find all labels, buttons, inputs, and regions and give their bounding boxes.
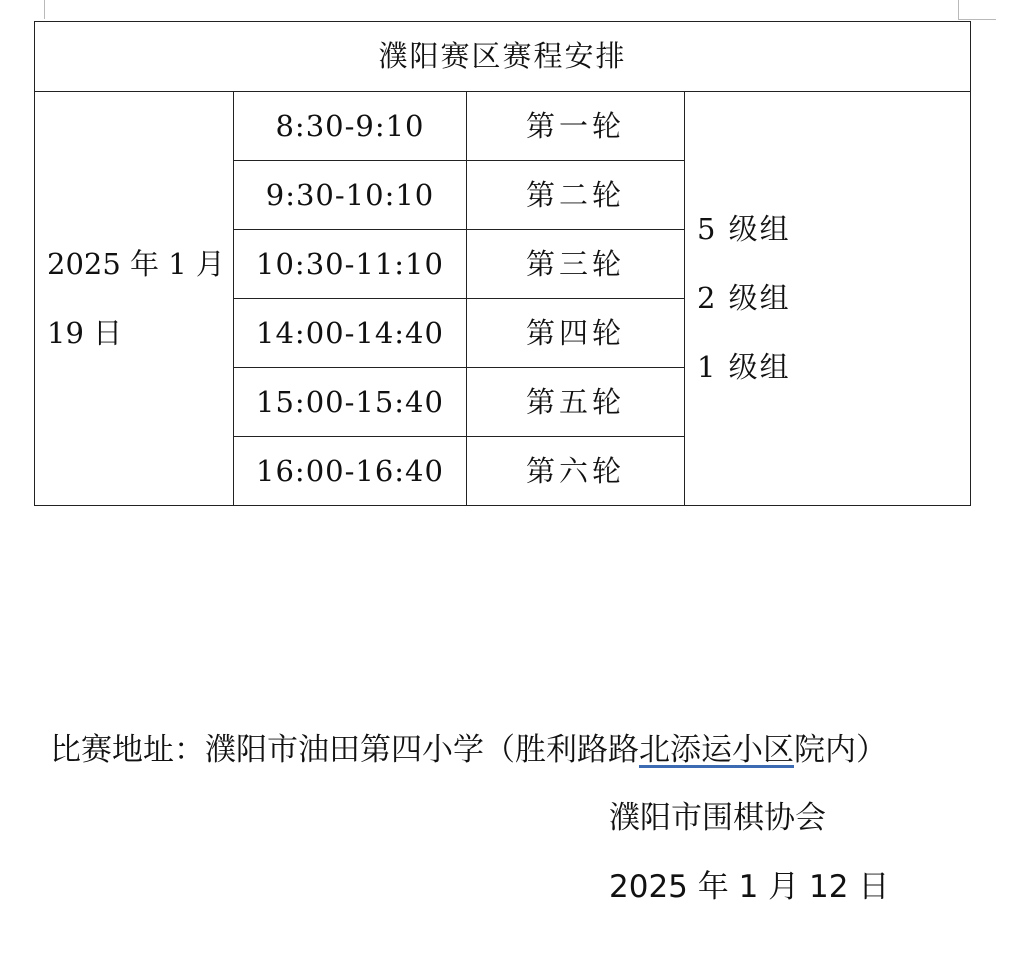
- group-label: 5 级组: [697, 212, 791, 246]
- time-slot: 14:00-14:40: [234, 299, 467, 368]
- time-slot: 15:00-15:40: [234, 368, 467, 437]
- groups-cell: [685, 92, 971, 506]
- round-label: 第三轮: [467, 230, 685, 299]
- schedule-table: [34, 21, 971, 506]
- round-label: 第六轮: [467, 437, 685, 506]
- round-label: 第二轮: [467, 161, 685, 230]
- round-label: 第五轮: [467, 368, 685, 437]
- group-label: 1 级组: [697, 350, 791, 384]
- venue-address: [50, 727, 887, 773]
- match-date-line-1: 2025 年 1 月: [47, 246, 225, 281]
- match-date-line-2: 19 日: [47, 315, 123, 350]
- group-label: 2 级组: [697, 281, 791, 315]
- round-label: 第一轮: [467, 92, 685, 161]
- organizer-name: 濮阳市围棋协会: [609, 800, 826, 836]
- time-slot: 16:00-16:40: [234, 437, 467, 506]
- page-corner-mark-left: [44, 0, 46, 19]
- venue-address-underlined: 北添运小区: [639, 732, 794, 768]
- table-row: [35, 92, 971, 161]
- schedule-title: 濮阳赛区赛程安排: [35, 22, 971, 92]
- round-label: 第四轮: [467, 299, 685, 368]
- time-slot: 9:30-10:10: [234, 161, 467, 230]
- issue-date: 2025 年 1 月 12 日: [609, 869, 890, 905]
- match-date-cell: [35, 92, 234, 506]
- venue-address-prefix: 比赛地址：濮阳市油田第四小学（胜利路路: [50, 732, 639, 768]
- time-slot: 8:30-9:10: [234, 92, 467, 161]
- time-slot: 10:30-11:10: [234, 230, 467, 299]
- venue-address-suffix: 院内）: [794, 732, 887, 768]
- table-title-row: [35, 22, 971, 92]
- page-corner-mark-right: [958, 0, 960, 19]
